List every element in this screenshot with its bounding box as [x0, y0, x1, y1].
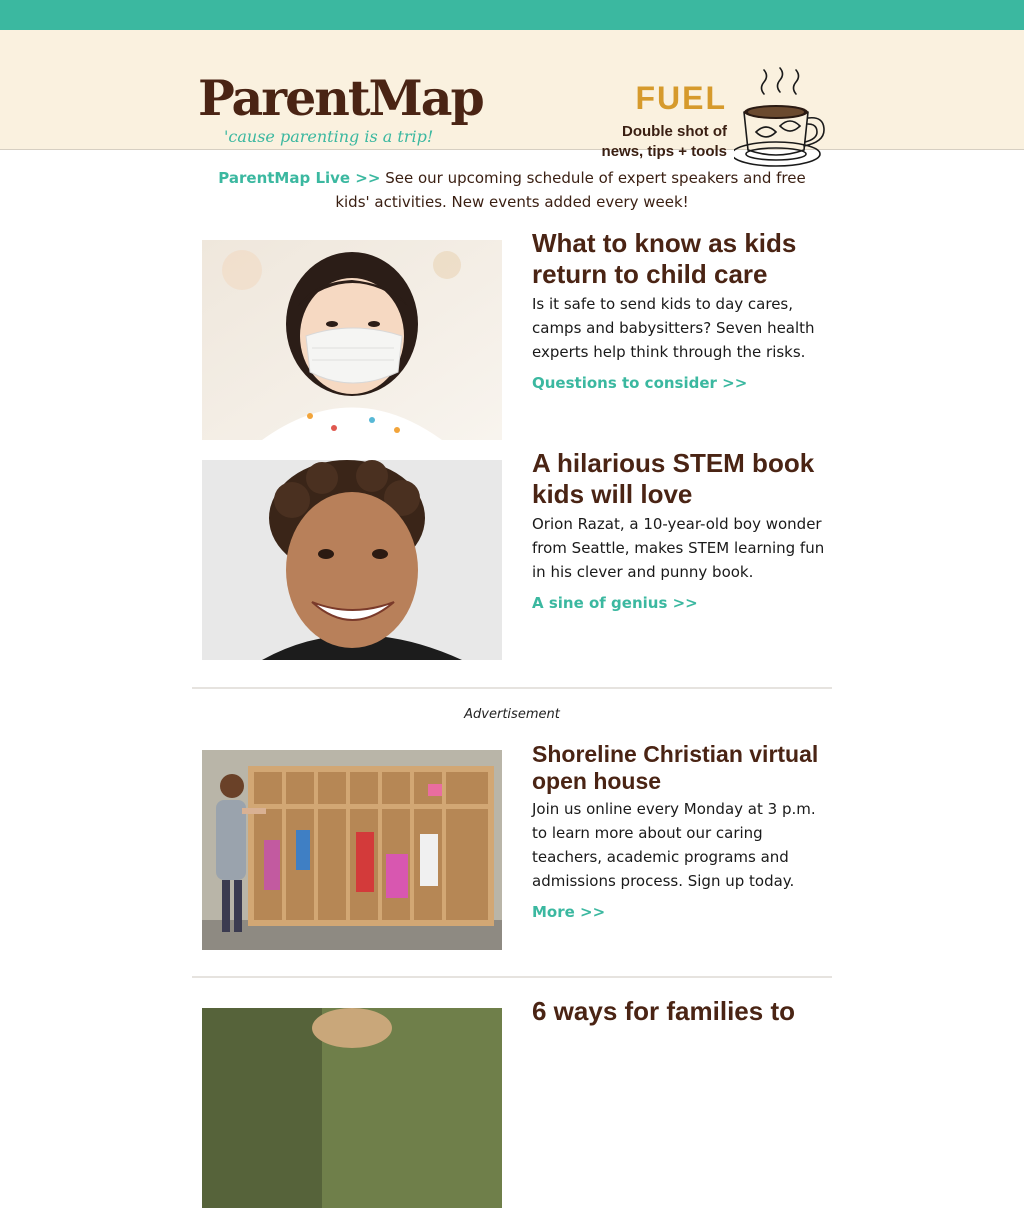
- fuel-title: FUEL: [635, 80, 727, 116]
- section-divider: [192, 687, 832, 689]
- article-content: [532, 996, 832, 1029]
- announcement-text: See our upcoming schedule of expert speakers and free kids' activities. New events added every week!: [335, 169, 806, 211]
- article-families-partial: [0, 996, 1024, 1208]
- article-image-partial[interactable]: [202, 1008, 502, 1208]
- parentmap-live-link[interactable]: ParentMap Live >>: [218, 169, 381, 187]
- newsletter-header: [0, 30, 1024, 160]
- ad-image-cubbies[interactable]: [202, 750, 502, 950]
- advertisement-label: Advertisement: [464, 707, 560, 722]
- parentmap-logo[interactable]: [198, 69, 483, 146]
- live-events-announcement: [202, 150, 822, 214]
- article-stem-book: [0, 448, 1024, 660]
- ad-more-link[interactable]: More >>: [532, 903, 606, 921]
- fuel-brand: [602, 82, 727, 162]
- ad-description: Join us online every Monday at 3 p.m. to learn more about our caring teachers, academic programs and admissions process. Sign up today.: [532, 800, 816, 890]
- read-more-link[interactable]: Questions to consider >>: [532, 374, 748, 392]
- ad-content: [532, 741, 832, 921]
- logo-wordmark: ParentMap: [198, 69, 483, 127]
- fuel-subtitle: [602, 122, 727, 162]
- ad-title[interactable]: Shoreline Christian virtual open house: [532, 741, 819, 794]
- coffee-cup-icon: [734, 64, 830, 174]
- logo-tagline: 'cause parenting is a trip!: [224, 127, 434, 146]
- article-title[interactable]: A hilarious STEM book kids will love: [532, 448, 815, 509]
- ad-open-house: [0, 741, 1024, 950]
- article-content: [532, 448, 832, 612]
- article-description: Orion Razat, a 10-year-old boy wonder from Seattle, makes STEM learning fun in his clever and punny book.: [532, 515, 825, 581]
- read-more-link[interactable]: A sine of genius >>: [532, 594, 698, 612]
- article-title[interactable]: What to know as kids return to child care: [532, 228, 797, 289]
- fuel-subtitle-line2: news, tips + tools: [601, 143, 727, 160]
- article-image-boy-smiling[interactable]: [202, 460, 502, 660]
- article-content: [532, 228, 832, 392]
- fuel-subtitle-line1: Double shot of: [622, 123, 727, 140]
- article-child-care: [0, 228, 1024, 440]
- top-accent-bar: [0, 0, 1024, 30]
- article-description: Is it safe to send kids to day cares, camps and babysitters? Seven health experts help think through the risks.: [532, 295, 815, 361]
- article-image-child-mask[interactable]: [202, 240, 502, 440]
- article-title[interactable]: 6 ways for families to: [532, 996, 795, 1026]
